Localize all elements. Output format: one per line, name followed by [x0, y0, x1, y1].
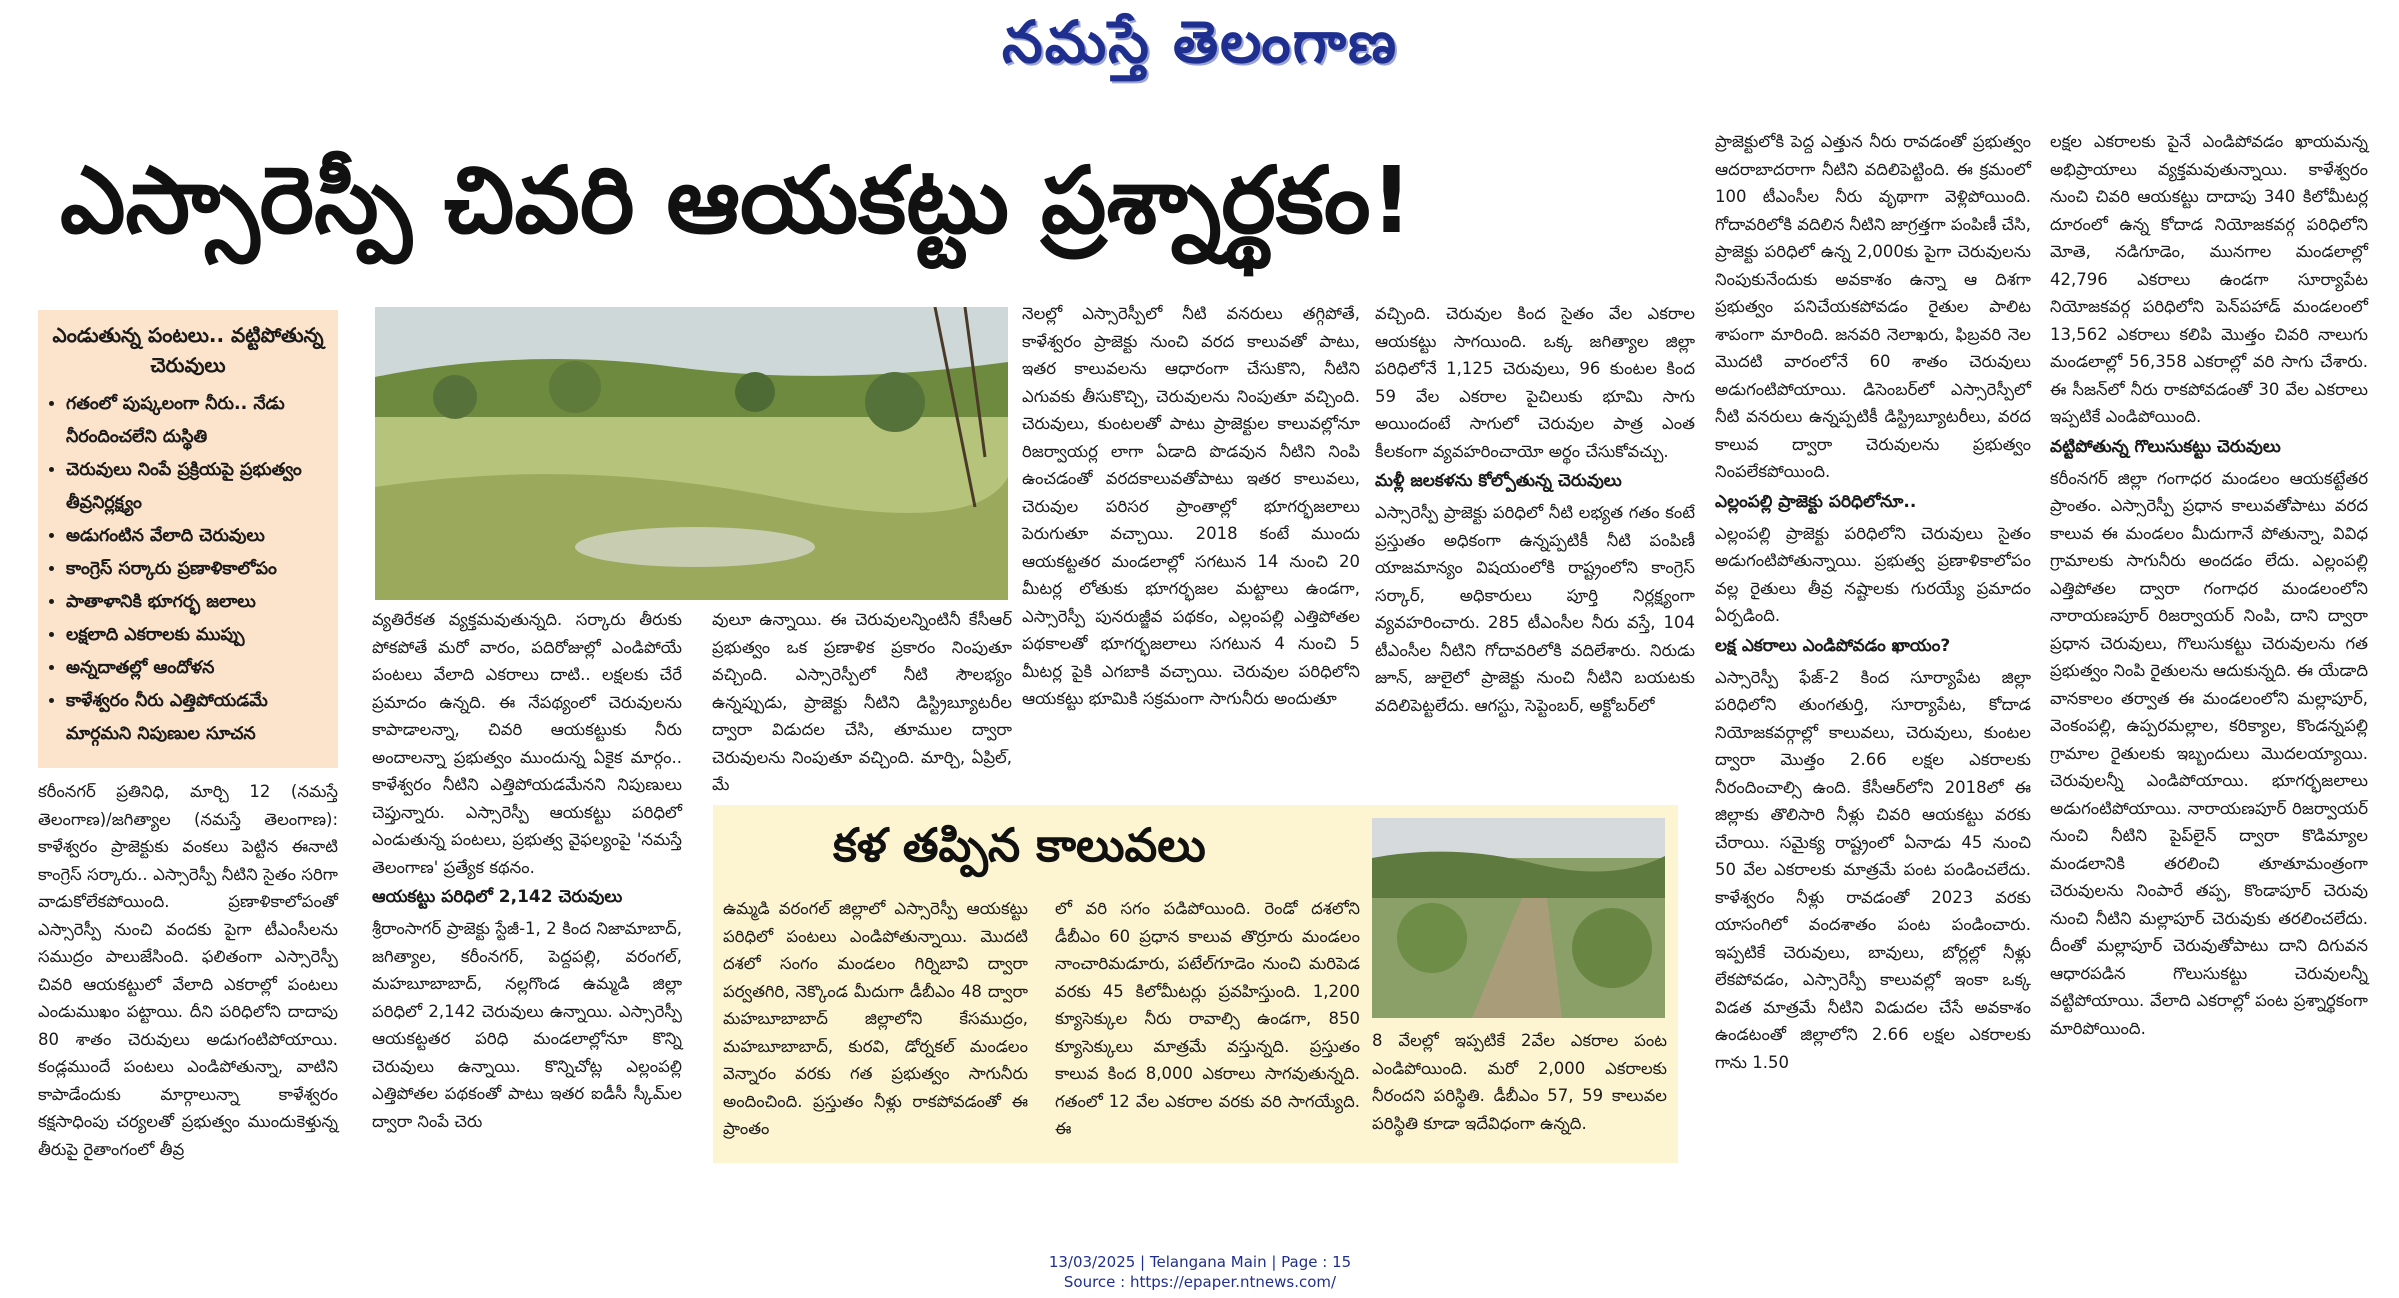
canals-text-a: ఉమ్మడి వరంగల్ జిల్లాలో ఎస్సారెస్పీ ఆయకట్టు పరిధిలో పంటలు ఎండిపోతున్నాయి. మొదటి దశలో సంగం మండలం గిర్నిబావి ద్వారా పర్వతగిరి, నెక్కొండ మీదుగా డీబీఎం 48 ద్వారా మహబూబాబాద్ జిల్లాలోని కేసముద్రం, మహబూబాబాద్, కురవి, డోర్నకల్ మండలం వెన్నారం వరకు గత ప్రభుత్వం సాగునీరు అందించింది. ప్రస్తుతం నీళ్లు రాకపోవడంతో ఈ ప్రాంతం — [723, 899, 1028, 1138]
article-text: ఎస్సారెస్పీ ఫేజ్-2 కింద సూర్యాపేట జిల్లా పరిధిలోని తుంగతుర్తి, సూర్యాపేట, కోదాడ నియోజకవర్గాల్లో కాలువలు, చెరువులు, కుంటల ద్వారా మొత్తం 2.66 లక్షల ఎకరాలకు నీరందించాల్సి ఉంది. కేసీఆర్‌లోని 2018లో ఈ జిల్లాకు తొలిసారి నీళ్లు చివరి ఆయకట్టు వరకు చేరాయి. సమైక్య రాష్ట్రంలో ఏనాడు 45 నుంచి 50 వేల ఎకరాలకు మాత్రమే పంట పండించలేదు. కాళేశ్వరం నీళ్లు రావడంతో 2023 వరకు యాసంగిలో వందశాతం పంట పండించారు. ఇప్పటికే చెరువులు, బావులు, బోర్లల్లో నీళ్లు లేకపోవడం, ఎస్సారెస్పీ కాలువల్లో ఇంకా ఒక్క విడత మాత్రమే నీటిని విడుదల చేసే అవకాశం ఉండటంతో జిల్లాలోని 2.66 లక్షల ఎకరాలకు గాను 1.50 — [1715, 667, 2031, 1072]
article-column-5 — [1375, 300, 1695, 719]
list-item: • పాతాళానికి భూగర్భ జలాలు — [66, 586, 328, 619]
subheading: ఆయకట్టు పరిధిలో 2,142 చెరువులు — [372, 887, 623, 907]
list-item: • అన్నదాతల్లో ఆందోళన — [66, 652, 328, 685]
subheading: మళ్లీ జలకళను కోల్పోతున్న చెరువులు — [1375, 471, 1622, 491]
footer-source[interactable]: Source : https://epaper.ntnews.com/ — [1063, 1273, 1337, 1291]
list-item: • కాళేశ్వరం నీరు ఎత్తిపోయడమే మార్గమని నిపుణుల సూచన — [66, 685, 328, 751]
article-column-3: వులూ ఉన్నాయి. ఈ చెరువులన్నింటినీ కేసీఆర్ ప్రభుత్వం ఒక ప్రణాళిక ప్రకారం నింపుతూ వచ్చింది. ఎస్సారెస్పీలో నీటి సౌలభ్యం ఉన్నప్పుడు, ప్రాజెక్టు నీటిని డిస్ట్రిబ్యూటరీల ద్వారా విడుదల చేసి, తూముల ద్వారా చెరువులను నింపుతూ వచ్చింది. మార్చి, ఏప్రిల్, మే — [712, 610, 1012, 794]
article-text: ప్రాజెక్టులోకి పెద్ద ఎత్తున నీరు రావడంతో ప్రభుత్వం ఆదరాబాదరాగా నీటిని వదిలిపెట్టింది. ఈ క్రమంలో 100 టీఎంసీల నీరు వృథాగా వెళ్లిపోయింది. గోదావరిలోకి వదిలిన నీటిని జాగ్రత్తగా పంపిణీ చేసి, ప్రాజెక్టు పరిధిలో ఉన్న 2,000కు పైగా చెరువులను నింపుకునేందుకు అవకాశం ఉన్నా ఆ దిశగా ప్రభుత్వం పనిచేయకపోవడం రైతుల పాలిట శాపంగా మారింది. జనవరి నెలాఖరు, ఫిబ్రవరి నెల మొదటి వారంలోనే 60 శాతం చెరువులు అడుగంటిపోయాయి. డిసెంబర్‌లో ఎస్సారెస్పీలో నీటి వనరులు ఉన్నప్పటికీ డిస్ట్రిబ్యూటరీలు, వరద కాలువ ద్వారా చెరువులను ప్రభుత్వం నింపలేకపోయింది. — [1715, 132, 2031, 481]
photo-illustration — [1372, 818, 1665, 1018]
article-text: కరీంనగర్ జిల్లా గంగాధర మండలం ఆయకట్టేతర ప్రాంతం. ఎస్సారెస్పీ ప్రధాన కాలువతోపాటు వరద కాలువ ఈ మండలం మీదుగానే పోతున్నా, వివిధ గ్రామాలకు సాగునీరు అందడం లేదు. ఎల్లంపల్లి ఎత్తిపోతల ద్వారా గంగాధర మండలంలోని నారాయణపూర్ రిజర్వాయర్ నింపి, దాని ద్వారా ప్రధాన చెరువులు, గొలుసుకట్టు చెరువులను గత ప్రభుత్వం నింపి రైతులను ఆదుకున్నది. ఈ యేడాది వానకాలం తర్వాత ఈ మండలంలోని మల్లాపూర్, వెంకంపల్లి, ఉప్పరమల్లాల, కరిక్యాల, కొండన్నపల్లి గ్రామాల రైతులకు ఇబ్బందులు మొదలయ్యాయి. చెరువులన్నీ ఎండిపోయాయి. భూగర్భజలాలు అడుగంటిపోయాయి. నారాయణపూర్ రిజర్వాయర్ నుంచి నీటిని పైప్‌లైన్ ద్వారా కొడిమ్యాల మండలానికి తరలించి తూతూమంత్రంగా చెరువులను నింపారే తప్ప, కొండాపూర్ చెరువు నుంచి నీటిని మల్లాపూర్ చెరువుకు తరలించలేదు. దీంతో మల్లాపూర్ చెరువుతోపాటు దాని దిగువన ఆధారపడిన గొలుసుకట్టు చెరువులన్నీ వట్టిపోయాయి. వేలాది ఎకరాల్లో పంట ప్రశ్నార్థకంగా మారిపోయింది. — [2050, 468, 2368, 1038]
highlights-box — [38, 310, 338, 768]
canals-text-b: లో వరి సగం పడిపోయింది. రెండో దశలోని డీబీఎం 60 ప్రధాన కాలువ తొర్రూరు మండలం నాంచారిమడూరు, పటేల్‌గూడెం నుంచి మరిపెడ వరకు 45 కిలోమీటర్లు ప్రవహిస్తుంది. 1,200 క్యూసెక్కుల నీరు రావాల్సి ఉండగా, 850 క్యూసెక్కులు మాత్రమే వస్తున్నది. ప్రస్తుతం కాలువ కింద 8,000 ఎకరాలు సాగవుతున్నది. గతంలో 12 వేల ఎకరాల వరకు వరి సాగయ్యేది. ఈ — [1055, 899, 1360, 1138]
photo-illustration — [375, 307, 1008, 600]
canals-sidebar-title: కళ తప్పిన కాలువలు — [833, 818, 1206, 872]
footer-date-page: 13/03/2025 | Telangana Main | Page : 15 — [1048, 1253, 1352, 1271]
article-text: ఎల్లంపల్లి ప్రాజెక్టు పరిధిలోని చెరువులు సైతం అడుగంటిపోతున్నాయి. ప్రభుత్వ ప్రణాళికాలోపం వల్ల రైతులు తీవ్ర నష్టాలకు గురయ్యే ప్రమాదం ఏర్పడింది. — [1715, 523, 2031, 625]
masthead-logo: నమస్తే తెలంగాణ — [1002, 8, 1398, 76]
subheading: లక్ష ఎకరాలు ఎండిపోవడం ఖాయం? — [1715, 635, 1951, 656]
highlights-title: ఎండుతున్న పంటలు.. వట్టిపోతున్న చెరువులు — [52, 323, 324, 377]
canals-text-c: 8 వేలల్లో ఇప్పటికే 2వేల ఎకరాల పంట ఎండిపోయింది. మరో 2,000 ఎకరాలకు నీరందని పరిస్థితి. డీబీఎం 57, 59 కాలువల పరిస్థితి కూడా ఇదేవిధంగా ఉన్నది. — [1372, 1031, 1667, 1133]
dry-tank-photo — [375, 307, 1008, 600]
subheading: వట్టిపోతున్న గొలుసుకట్టు చెరువులు — [2050, 436, 2281, 457]
article-text: వచ్చింది. చెరువుల కింద సైతం వేల ఎకరాల ఆయకట్టు సాగయింది. ఒక్క జగిత్యాల జిల్లా పరిధిలోనే 1,125 చెరువులు, 96 కుంటల కింద 59 వేల ఎకరాల పైచిలుకు భూమి సాగు అయిందంటే సాగులో చెరువుల పాత్ర ఎంత కీలకంగా వ్యవహరించాయో అర్థం చేసుకోవచ్చు. — [1375, 304, 1695, 461]
article-text: వ్యతిరేకత వ్యక్తమవుతున్నది. సర్కారు తీరుకు పోకపోతే మరో వారం, పదిరోజుల్లో ఎండిపోయే పంటలు వేలాది ఎకరాలు దాటి.. లక్షలకు చేరే ప్రమాదం ఉన్నది. ఈ నేపథ్యంలో చెరువులను కాపాడాలన్నా, చివరి ఆయకట్టుకు నీరు అందాలన్నా ప్రభుత్వం ముందున్న ఏకైక మార్గం.. కాళేశ్వరం నీటిని ఎత్తిపోయడమేనని నిపుణులు చెప్తున్నారు. ఎస్సారెస్పీ ఆయకట్టు పరిధిలో ఎండుతున్న పంటలు, ప్రభుత్వ వైఫల్యంపై 'నమస్తే తెలంగాణ' ప్రత్యేక కథనం. — [372, 610, 682, 877]
article-text: ఎస్సారెస్పీ ప్రాజెక్టు పరిధిలో నీటి లభ్యత గతం కంటే ప్రస్తుతం అధికంగా ఉన్నప్పటికీ నీటి పంపిణీ యాజమాన్యం విషయంలోకి రాష్ట్రంలోని కాంగ్రెస్ సర్కార్, అధికారులు పూర్తి నిర్లక్ష్యంగా వ్యవహరించారు. 285 టీఎంసీల నీరు వస్తే, 104 టీఎంసీల నీటిని గోదావరిలోకి వదిలేశారు. నిరుడు జూన్, జులైలో ప్రాజెక్టు నుంచి నీటిని బయటకు వదిలిపెట్టలేదు. ఆగస్టు, సెప్టెంబర్, అక్టోబర్‌లో — [1375, 503, 1695, 715]
article-column-6 — [1715, 128, 2031, 1076]
article-text: శ్రీరాంసాగర్ ప్రాజెక్టు స్టేజీ-1, 2 కింద నిజామాబాద్, జగిత్యాల, కరీంనగర్, పెద్దపల్లి, వరంగల్, మహబూబాబాద్, నల్లగొండ ఉమ్మడి జిల్లా పరిధిలో 2,142 చెరువులు ఉన్నాయి. ఎస్సారెస్పీ ఆయకట్టతర పరిధి మండలాల్లోనూ కొన్ని చెరువులు ఉన్నాయి. కొన్నిచోట్ల ఎల్లంపల్లి ఎత్తిపోతల పథకంతో పాటు ఇతర ఐడీసీ స్కీమ్‌ల ద్వారా నింపే చెరు — [372, 919, 682, 1131]
article-column-7 — [2050, 128, 2368, 1042]
list-item: • చెరువులు నింపే ప్రక్రియపై ప్రభుత్వం తీవ్రనిర్లక్ష్యం — [66, 454, 328, 520]
headline: ఎస్సారెస్పీ చివరి ఆయకట్టు ప్రశ్నార్థకం! — [60, 147, 1413, 254]
highlights-list — [48, 388, 328, 751]
article-column-1: కరీంనగర్ ప్రతినిధి, మార్చి 12 (నమస్తే తెలంగాణ)/జగిత్యాల (నమస్తే తెలంగాణ): కాళేశ్వరం ప్రాజెక్టుకు వంకలు పెట్టిన ఈనాటి కాంగ్రెస్ సర్కారు.. ఎస్సారెస్పీ నీటిని సైతం సరిగా వాడుకోలేకపోయింది. ప్రణాళికాలోపంతో ఎస్సారెస్పీ నుంచి వందకు పైగా టీఎంసీలను సముద్రం పాలుజేసింది. ఫలితంగా ఎస్సారెస్పీ చివరి ఆయకట్టులో వేలాది ఎకరాల్లో పంటలు ఎండుముఖం పట్టాయి. దీని పరిధిలోని దాదాపు 80 శాతం చెరువులు అడుగంటిపోయాయి. కండ్లముందే పంటలు ఎండిపోతున్నా, వాటిని కాపాడేందుకు మార్గాలున్నా కాళేశ్వరం కక్షసాధింపు చర్యలతో ప్రభుత్వం ముందుకెళ్తున్న తీరుపై రైతాంగంలో తీవ్ర — [38, 782, 338, 1159]
canal-photo — [1372, 818, 1665, 1018]
article-text: లక్షల ఎకరాలకు పైనే ఎండిపోవడం ఖాయమన్న అభిప్రాయాలు వ్యక్తమవుతున్నాయి. కాళేశ్వరం నుంచి చివరి ఆయకట్టు దాదాపు 340 కిలోమీటర్ల దూరంలో ఉన్న కోదాడ నియోజకవర్గ పరిధిలోని మోతె, నడిగూడెం, మునగాల మండలాల్లో 42,796 ఎకరాలు ఉండగా సూర్యాపేట నియోజకవర్గ పరిధిలోని పెన్‌పహాడ్ మండలంలో 13,562 ఎకరాలు కలిపి మొత్తం చివరి నాలుగు మండలాల్లో 56,358 ఎకరాల్లో వరి సాగు చేశారు. ఈ సీజన్‌లో నీరు రాకపోవడంతో 30 వేల ఎకరాలు ఇప్పటికే ఎండిపోయింది. — [2050, 132, 2368, 426]
page-footer — [900, 1252, 1500, 1292]
article-column-4: నెలల్లో ఎస్సారెస్పీలో నీటి వనరులు తగ్గిపోతే, కాళేశ్వరం ప్రాజెక్టు నుంచి వరద కాలువతో పాటు, ఇతర కాలువలను ఆధారంగా చేసుకొని, నీటిని ఎగువకు తీసుకొచ్చి, చెరువులను నింపుతూ వచ్చింది. చెరువులు, కుంటలతో పాటు ప్రాజెక్టుల కాలువల్లోనూ రిజర్వాయర్ల లాగా ఏడాది పొడవున నీటిని నింపి ఉంచడంతో వరదకాలువతోపాటు ఇతర కాలువలు, చెరువుల పరిసర ప్రాంతాల్లో భూగర్భజలాలు పెరుగుతూ వచ్చాయి. 2018 కంటే ముందు ఆయకట్టతర మండలాల్లో సగటున 14 నుంచి 20 మీటర్ల లోతుకు భూగర్భజల మట్టాలు ఉండగా, ఎస్సారెస్పీ పునరుజ్జీవ పథకం, ఎల్లంపల్లి ఎత్తిపోతల పథకాలతో భూగర్భజలాలు సగటున 4 నుంచి 5 మీటర్ల పైకి ఎగబాకి వచ్చాయి. చెరువుల పరిధిలోని ఆయకట్టు భూమికి సక్రమంగా సాగునీరు అందుతూ — [1022, 304, 1360, 708]
subheading: ఎల్లంపల్లి ప్రాజెక్టు పరిధిలోనూ.. — [1715, 491, 1917, 512]
list-item: • గతంలో పుష్కలంగా నీరు.. నేడు నీరందించలేని దుస్థితి — [66, 388, 328, 454]
list-item: • కాంగ్రెస్ సర్కారు ప్రణాళికాలోపం — [66, 553, 328, 586]
list-item: • అడుగంటిన వేలాది చెరువులు — [66, 520, 328, 553]
list-item: • లక్షలాది ఎకరాలకు ముప్పు — [66, 619, 328, 652]
article-column-2 — [372, 606, 682, 1135]
